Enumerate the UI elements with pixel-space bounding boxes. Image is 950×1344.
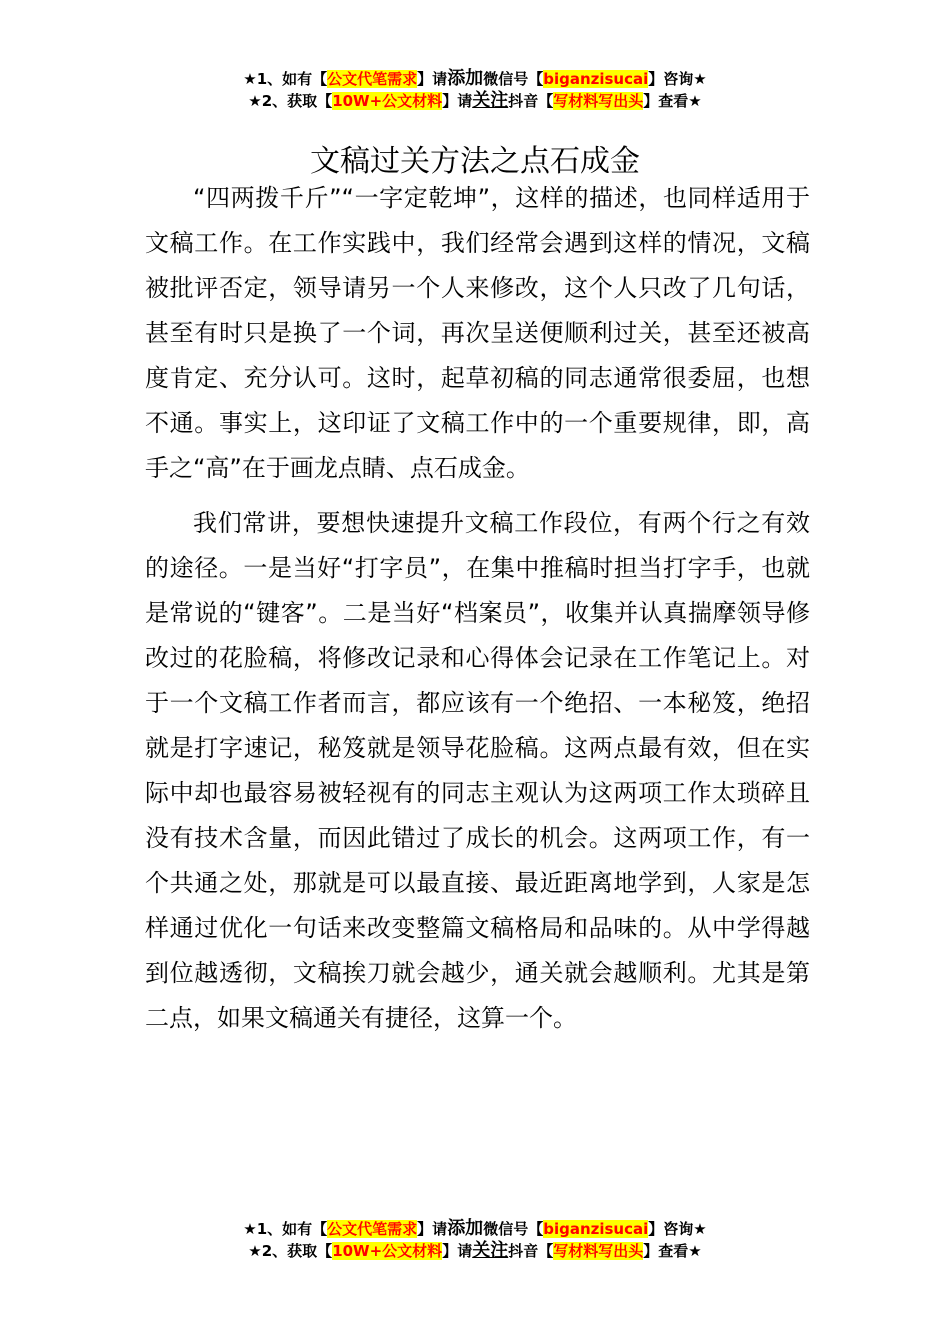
promo-text: 1、如有【 <box>256 70 328 88</box>
star-icon: ★ <box>693 70 707 88</box>
promo-text: 2、获取【 <box>261 1242 333 1260</box>
promo-text: 】咨询 <box>648 1220 694 1238</box>
promo-text: 】查看 <box>643 92 689 110</box>
document-body <box>145 176 810 1041</box>
promo-emphasis: 关注 <box>472 1240 509 1261</box>
promo-wechat-id: biganzisucai <box>543 70 649 88</box>
promo-emphasis: 添加 <box>447 1218 484 1239</box>
promo-highlight: 公文代笔需求 <box>327 1220 418 1238</box>
promo-text: 抖音【 <box>508 1242 554 1260</box>
promo-text: 2、获取【 <box>261 92 333 110</box>
promo-emphasis: 添加 <box>447 68 484 89</box>
promo-emphasis: 关注 <box>472 90 509 111</box>
document-title: 文稿过关方法之点石成金 <box>310 144 640 180</box>
star-icon: ★ <box>688 92 702 110</box>
star-icon: ★ <box>693 1220 707 1238</box>
promo-douyin-name: 写材料写出头 <box>553 92 644 110</box>
star-icon: ★ <box>688 1242 702 1260</box>
promo-text: 1、如有【 <box>256 1220 328 1238</box>
promo-text: 】请 <box>442 1242 473 1260</box>
paragraph-2: 我们常讲，要想快速提升文稿工作段位，有两个行之有效的途径。一是当好“打字员”，在集中推稿时担当打字手，也就是常说的“键客”。二是当好“档案员”，收集并认真揣摩领导修改过的花脸稿，将修改记录和心得体会记录在工作笔记上。对于一个文稿工作者而言，都应该有一个绝招、一本秘笈，绝招就是打字速记，秘笈就是领导花脸稿。这两点最有效，但在实际中却也最容易被轻视有的同志主观认为这两项工作太琐碎且没有技术含量，而因此错过了成长的机会。这两项工作，有一个共通之处，那就是可以最直接、最近距离地学到，人家是怎样通过优化一句话来改变整篇文稿格局和品味的。从中学得越到位越透彻，文稿挨刀就会越少，通关就会越顺利。尤其是第二点，如果文稿通关有捷径，这算一个。 <box>145 509 810 1032</box>
star-icon: ★ <box>243 1220 257 1238</box>
promo-douyin-name: 写材料写出头 <box>553 1242 644 1260</box>
promo-text: 】请 <box>417 1220 448 1238</box>
paragraph-1: “四两拨千斤”“一字定乾坤”，这样的描述，也同样适用于文稿工作。在工作实践中，我们经常会遇到这样的情况，文稿被批评否定，领导请另一个人来修改，这个人只改了几句话，甚至有时只是换了一个词，再次呈送便顺利过关，甚至还被高度肯定、充分认可。这时，起草初稿的同志通常很委屈，也想不通。事实上，这印证了文稿工作中的一个重要规律，即，高手之“高”在于画龙点睛、点石成金。 <box>145 184 810 482</box>
header-promo-banner <box>0 68 950 112</box>
promo-text: 微信号【 <box>483 70 544 88</box>
star-icon: ★ <box>248 92 262 110</box>
promo-text: 】咨询 <box>648 70 694 88</box>
promo-highlight: 公文代笔需求 <box>327 70 418 88</box>
promo-highlight: 10W+公文材料 <box>332 92 443 110</box>
footer-promo-banner <box>0 1218 950 1262</box>
promo-highlight: 10W+公文材料 <box>332 1242 443 1260</box>
promo-line-1 <box>0 1218 950 1240</box>
star-icon: ★ <box>248 1242 262 1260</box>
promo-text: 微信号【 <box>483 1220 544 1238</box>
star-icon: ★ <box>243 70 257 88</box>
promo-text: 】请 <box>417 70 448 88</box>
promo-text: 】查看 <box>643 1242 689 1260</box>
promo-line-2 <box>0 1240 950 1262</box>
promo-line-1 <box>0 68 950 90</box>
promo-text: 】请 <box>442 92 473 110</box>
promo-wechat-id: biganzisucai <box>543 1220 649 1238</box>
promo-text: 抖音【 <box>508 92 554 110</box>
promo-line-2 <box>0 90 950 112</box>
